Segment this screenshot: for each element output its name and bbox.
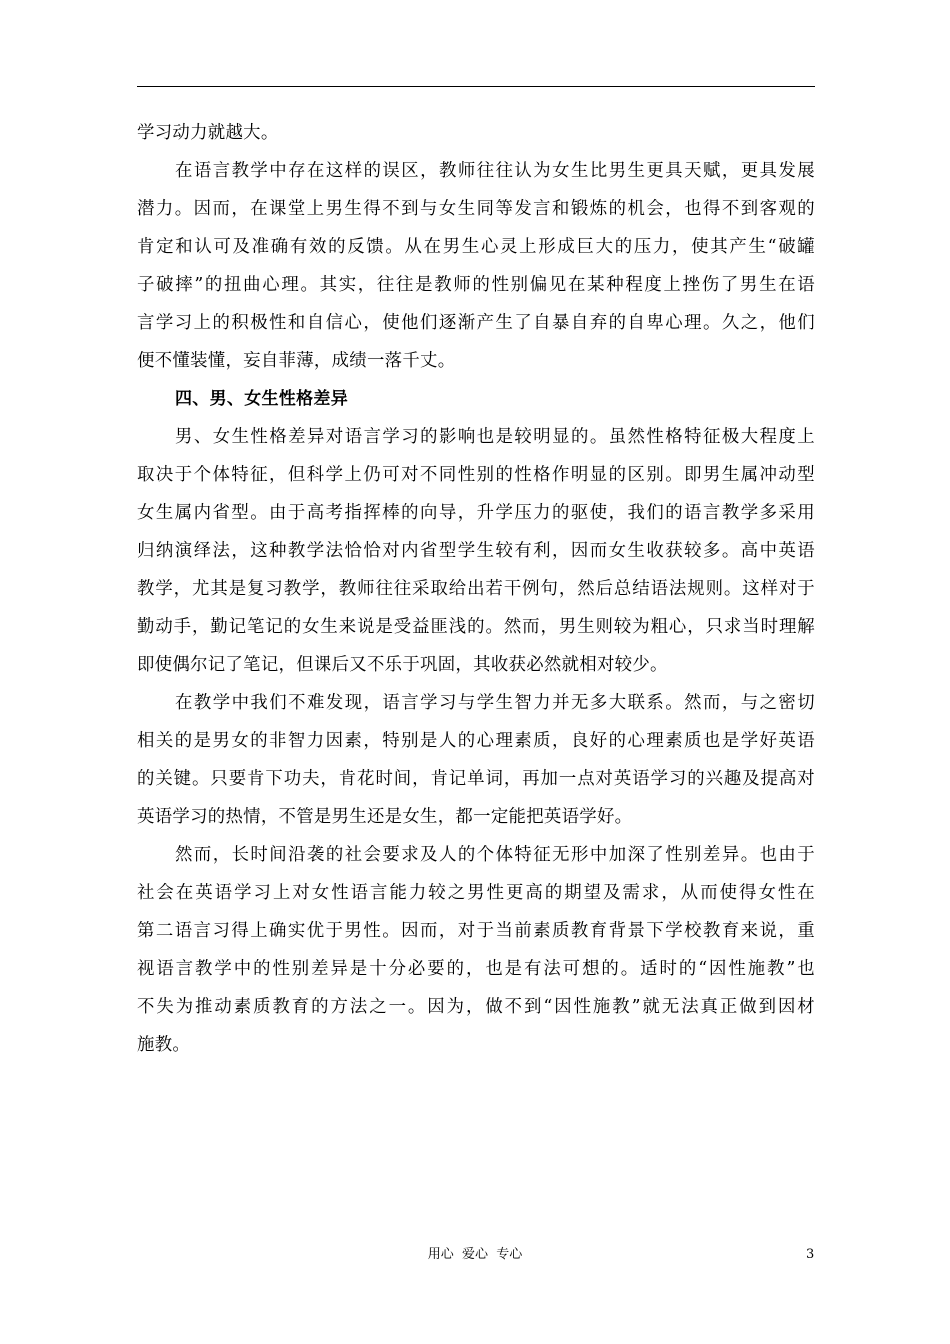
paragraph-line: 然而，长时间沿袭的社会要求及人的个体特征无形中加深了性别差异。也由于 <box>175 845 815 865</box>
section-heading: 四、男、女生性格差异 <box>175 389 348 409</box>
paragraph-line: 便不懂装懂，妄自菲薄，成绩一落千丈。 <box>137 351 456 371</box>
paragraph-line: 取决于个体特征，但科学上仍可对不同性别的性格作明显的区别。即男生属冲动型 <box>137 465 815 485</box>
paragraph-line: 子破摔”的扭曲心理。其实，往往是教师的性别偏见在某种程度上挫伤了男生在语 <box>137 275 815 295</box>
paragraph-line: 女生属内省型。由于高考指挥棒的向导，升学压力的驱使，我们的语言教学多采用 <box>137 503 815 523</box>
paragraph-line: 在教学中我们不难发现，语言学习与学生智力并无多大联系。然而，与之密切 <box>175 693 815 713</box>
paragraph-line: 即使偶尔记了笔记，但课后又不乐于巩固，其收获必然就相对较少。 <box>137 655 668 675</box>
header-rule <box>137 86 815 87</box>
paragraph-line: 归纳演绎法，这种教学法恰恰对内省型学生较有利，因而女生收获较多。高中英语 <box>137 541 815 561</box>
paragraph-line: 施教。 <box>137 1035 191 1055</box>
footer-motto: 用心 爱心 专心 <box>427 1247 523 1262</box>
paragraph-line: 视语言教学中的性别差异是十分必要的，也是有法可想的。适时的“因性施教”也 <box>137 959 815 979</box>
paragraph-line: 在语言教学中存在这样的误区，教师往往认为女生比男生更具天赋，更具发展 <box>175 161 815 181</box>
body-text <box>137 114 815 1064</box>
paragraph-line: 第二语言习得上确实优于男性。因而，对于当前素质教育背景下学校教育来说，重 <box>137 921 815 941</box>
paragraph-line: 不失为推动素质教育的方法之一。因为，做不到“因性施教”就无法真正做到因材 <box>137 997 815 1017</box>
page-number: 3 <box>806 1247 815 1262</box>
paragraph-line: 英语学习的热情，不管是男生还是女生，都一定能把英语学好。 <box>137 807 633 827</box>
paragraph-line: 教学，尤其是复习教学，教师往往采取给出若干例句，然后总结语法规则。这样对于 <box>137 579 815 599</box>
paragraph-line: 的关键。只要肯下功夫，肯花时间，肯记单词，再加一点对英语学习的兴趣及提高对 <box>137 769 815 789</box>
paragraph-line: 社会在英语学习上对女性语言能力较之男性更高的期望及需求，从而使得女性在 <box>137 883 815 903</box>
paragraph-line: 言学习上的积极性和自信心，使他们逐渐产生了自暴自弃的自卑心理。久之，他们 <box>137 313 815 333</box>
paragraph-line: 学习动力就越大。 <box>137 123 279 143</box>
paragraph-line: 勤动手，勤记笔记的女生来说是受益匪浅的。然而，男生则较为粗心，只求当时理解 <box>137 617 815 637</box>
paragraph-line: 相关的是男女的非智力因素，特别是人的心理素质，良好的心理素质也是学好英语 <box>137 731 815 751</box>
paragraph-line: 男、女生性格差异对语言学习的影响也是较明显的。虽然性格特征极大程度上 <box>175 427 815 447</box>
paragraph-line: 潜力。因而，在课堂上男生得不到与女生同等发言和锻炼的机会，也得不到客观的 <box>137 199 815 219</box>
paragraph-line: 肯定和认可及准确有效的反馈。从在男生心灵上形成巨大的压力，使其产生“破罐 <box>137 237 815 257</box>
